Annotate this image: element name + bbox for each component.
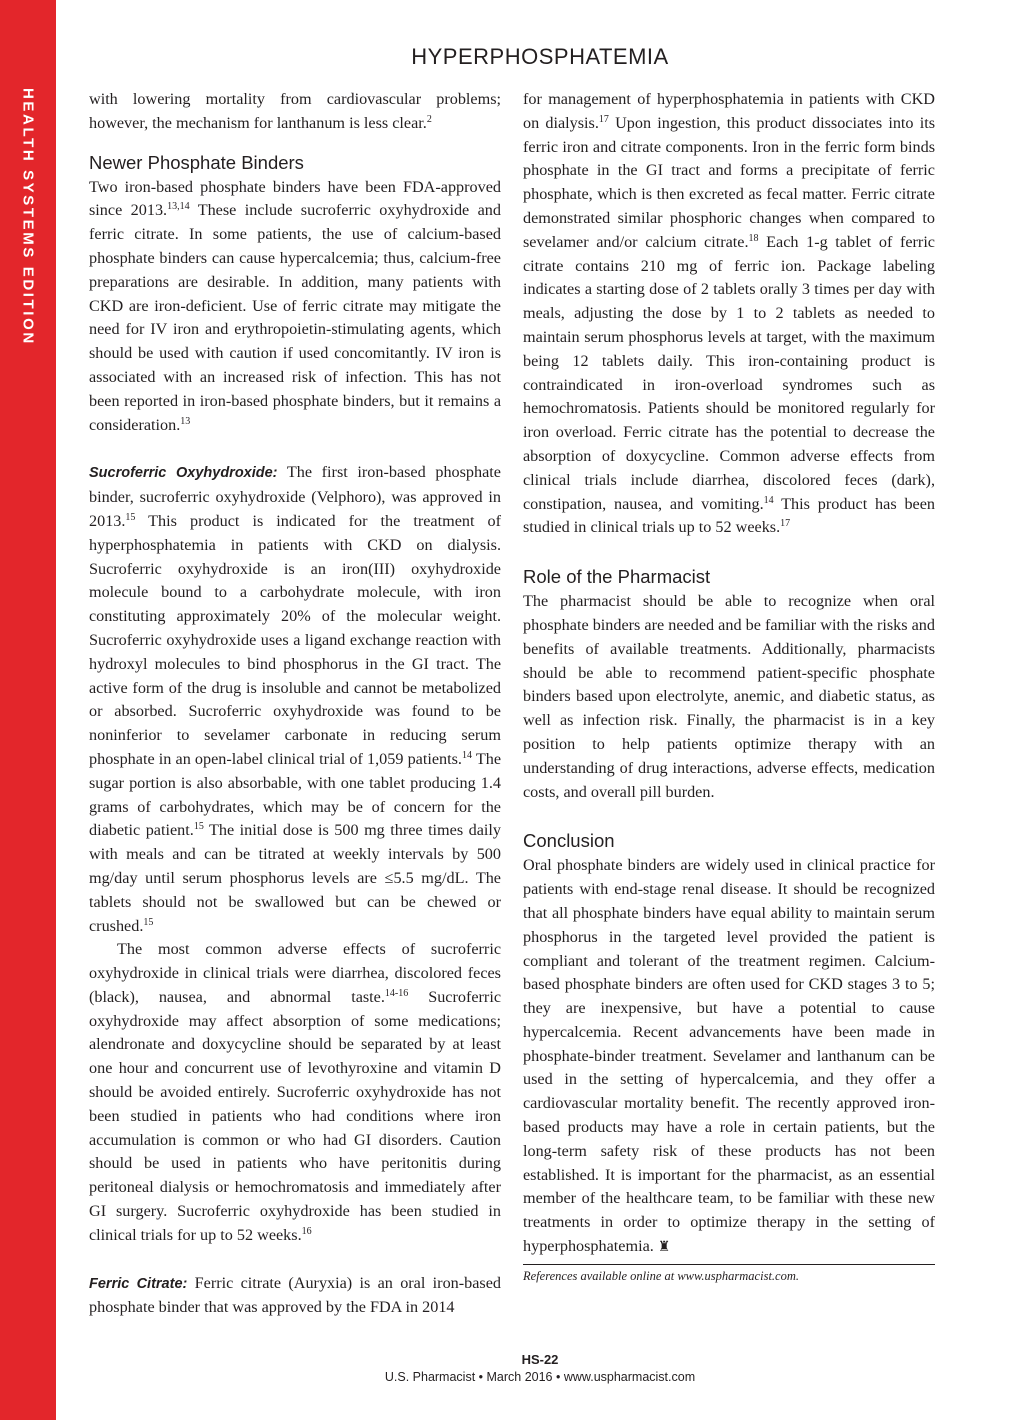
sucroferric-paragraph: Sucroferric Oxyhydroxide: The first iron-based phosphate binder, sucroferric oxyhydroxide (Velphoro), was approved in 2013.15 This product is indicated for the treatment of hyperphosphatemia in patients with CKD on dialysis. Sucroferric oxyhydroxide is an iron(III) oxyhydroxide molecule bound to a carbohydrate molecule, with iron constituting approximately 20% of the molecular weight. Sucroferric oxyhydroxide uses a ligand exchange reaction with hydroxyl molecules to bind phosphorus in the GI tract. The active form of the drug is insoluble and cannot be metabolized or absorbed. Sucroferric oxyhydroxide was found to be noninferior to sevelamer carbonate in reducing serum phosphate in an open-label clinical trial of 1,059 patients.$^{14}$ The sugar portion is also absorbable, with one tablet producing 1.4 grams of carbohydrates, which may be of concern for the diabetic patient.$^{15}$ The initial dose is 500 mg three times daily with meals and can be titrated at weekly intervals by 500 mg/day until serum phosphorus levels are ≤5.5 mg/dL. The tablets should not be swallowed but can be chewed or crushed.$^{15}$: [89, 463, 502, 935]
sucroferric-run-in: Sucroferric Oxyhydroxide:: [89, 465, 278, 482]
ferric-citrate-run-in: Ferric Citrate:: [89, 1275, 188, 1292]
ferric-citrate-paragraph-start: Ferric Citrate: Ferric citrate (Auryxia) is an oral iron-based phosphate binder that was approved by the FDA in 2014: [89, 1273, 501, 1317]
conclusion-paragraph: Oral phosphate binders are widely used in clinical practice for patients with end-stage renal disease. It should be recognized that all phosphate binders have equal ability to maintain serum phosphorus in the targeted level provided the patient is compliant and tolerant of the treatment regimen. Calcium-based phosphate binders are often used for CKD stages 3 to 5; they are inexpensive, but have a potential to cause hypercalcemia. Recent advancements have been made in phosphate-binder treatment. Sevelamer and lanthanum can be used in the setting of hypercalcemia, and they offer a cardiovascular mortality benefit. The recently approved iron-based products may have a role in certain patients, but the long-term safety risk of these products has not been established. It is important for the pharmacist, as an essential member of the healthcare team, to be familiar with these new treatments in order to optimize therapy in the setting of hyperphosphatemia. ♜: [523, 856, 935, 1256]
right-column: [523, 88, 935, 1285]
ferric-citrate-paragraph-continued: for management of hyperphosphatemia in patients with CKD on dialysis.$^{17}$ Upon ingestion, this product dissociates into its ferric iron and citrate components. Iron in the ferric form binds phosphate in the GI tract and forms a precipitate of ferric phosphate, which is then excreted as fecal matter. Ferric citrate demonstrated similar phosphoric changes when compared to sevelamer and/or calcium citrate.$^{18}$ Each 1-g tablet of ferric citrate contains 210 mg of ferric ion. Package labeling indicates a starting dose of 2 tablets orally 3 times per day with meals, adjusting the dose by 1 to 2 tablets as needed to maintain serum phosphorus levels at target, with the maximum being 12 tablets daily. This iron-containing product is contraindicated in iron-overload syndromes such as hemochromatosis. Patients should be monitored regularly for iron overload. Ferric citrate has the potential to decrease the absorption of doxycycline. Common adverse effects from clinical trials include diarrhea, discolored feces (dark), constipation, nausea, and vomiting.$^{14}$ This product has been studied in clinical trials up to 52 weeks.$^{17}$: [523, 90, 935, 537]
conclusion-heading: Conclusion: [523, 830, 615, 852]
intro-paragraph: with lowering mortality from cardiovascular problems; however, the mechanism for lanthanum is less clear.$^2$: [89, 90, 501, 132]
pharmacist-role-paragraph: The pharmacist should be able to recognize when oral phosphate binders are needed and be familiar with the risks and benefits of available treatments. Additionally, pharmacists should be able to recommend patient-specific phosphate binders based upon electrolyte, anemic, and diabetic status, as well as infection risk. Finally, the pharmacist is in a key position to help patients optimize therapy with an understanding of drug interactions, adverse effects, medication costs, and overall pill burden.: [523, 592, 935, 801]
sucroferric-adverse-effects-paragraph: The most common adverse effects of sucroferric oxyhydroxide in clinical trials were diarrhea, discolored feces (black), nausea, and abnormal taste.$^{14-16}$ Sucroferric oxyhydroxide may affect absorption of some medications; alendronate and doxycycline should be separated by at least one hour and concurrent use of levothyroxine and vitamin D should be avoided entirely. Sucroferric oxyhydroxide has not been studied in patients who had conditions where iron accumulation is common or who had GI disorders. Caution should be used in patients who have peritonitis during peritoneal dialysis or hemochromatosis and immediately after GI surgery. Sucroferric oxyhydroxide has been studied in clinical trials for up to 52 weeks.$^{16}$: [89, 940, 502, 1244]
edition-label: HEALTH SYSTEMS EDITION: [19, 88, 37, 346]
left-column: [89, 88, 501, 1320]
page-number: HS-22: [521, 1352, 559, 1367]
pharmacist-role-heading: Role of the Pharmacist: [523, 566, 711, 588]
references-note: References available online at www.uspharmacist.com.: [523, 1264, 935, 1285]
page-footer: [56, 1351, 1024, 1386]
newer-binders-paragraph: Two iron-based phosphate binders have been FDA-approved since 2013.$^{13,14}$ These include sucroferric oxyhydroxide and ferric citrate. In some patients, the use of calcium-based phosphate binders can cause hypercalcemia; thus, calcium-free preparations are desirable. In addition, many patients with CKD are iron-deficient. Use of ferric citrate may mitigate the need for IV iron and erythropoietin-stimulating agents, which should be used with caution if used concomitantly. IV iron is associated with an increased risk of infection. This has not been reported in iron-based phosphate binders, but it remains a consideration.$^{13}$: [89, 177, 501, 434]
running-head-title: HYPERPHOSPHATEMIA: [411, 44, 669, 69]
side-color-bar: [0, 0, 56, 1420]
newer-binders-heading: Newer Phosphate Binders: [89, 151, 304, 173]
article-end-mark-icon: ♜: [657, 1240, 671, 1256]
publication-info: U.S. Pharmacist • March 2016 • www.uspharmacist.com: [384, 1370, 696, 1384]
